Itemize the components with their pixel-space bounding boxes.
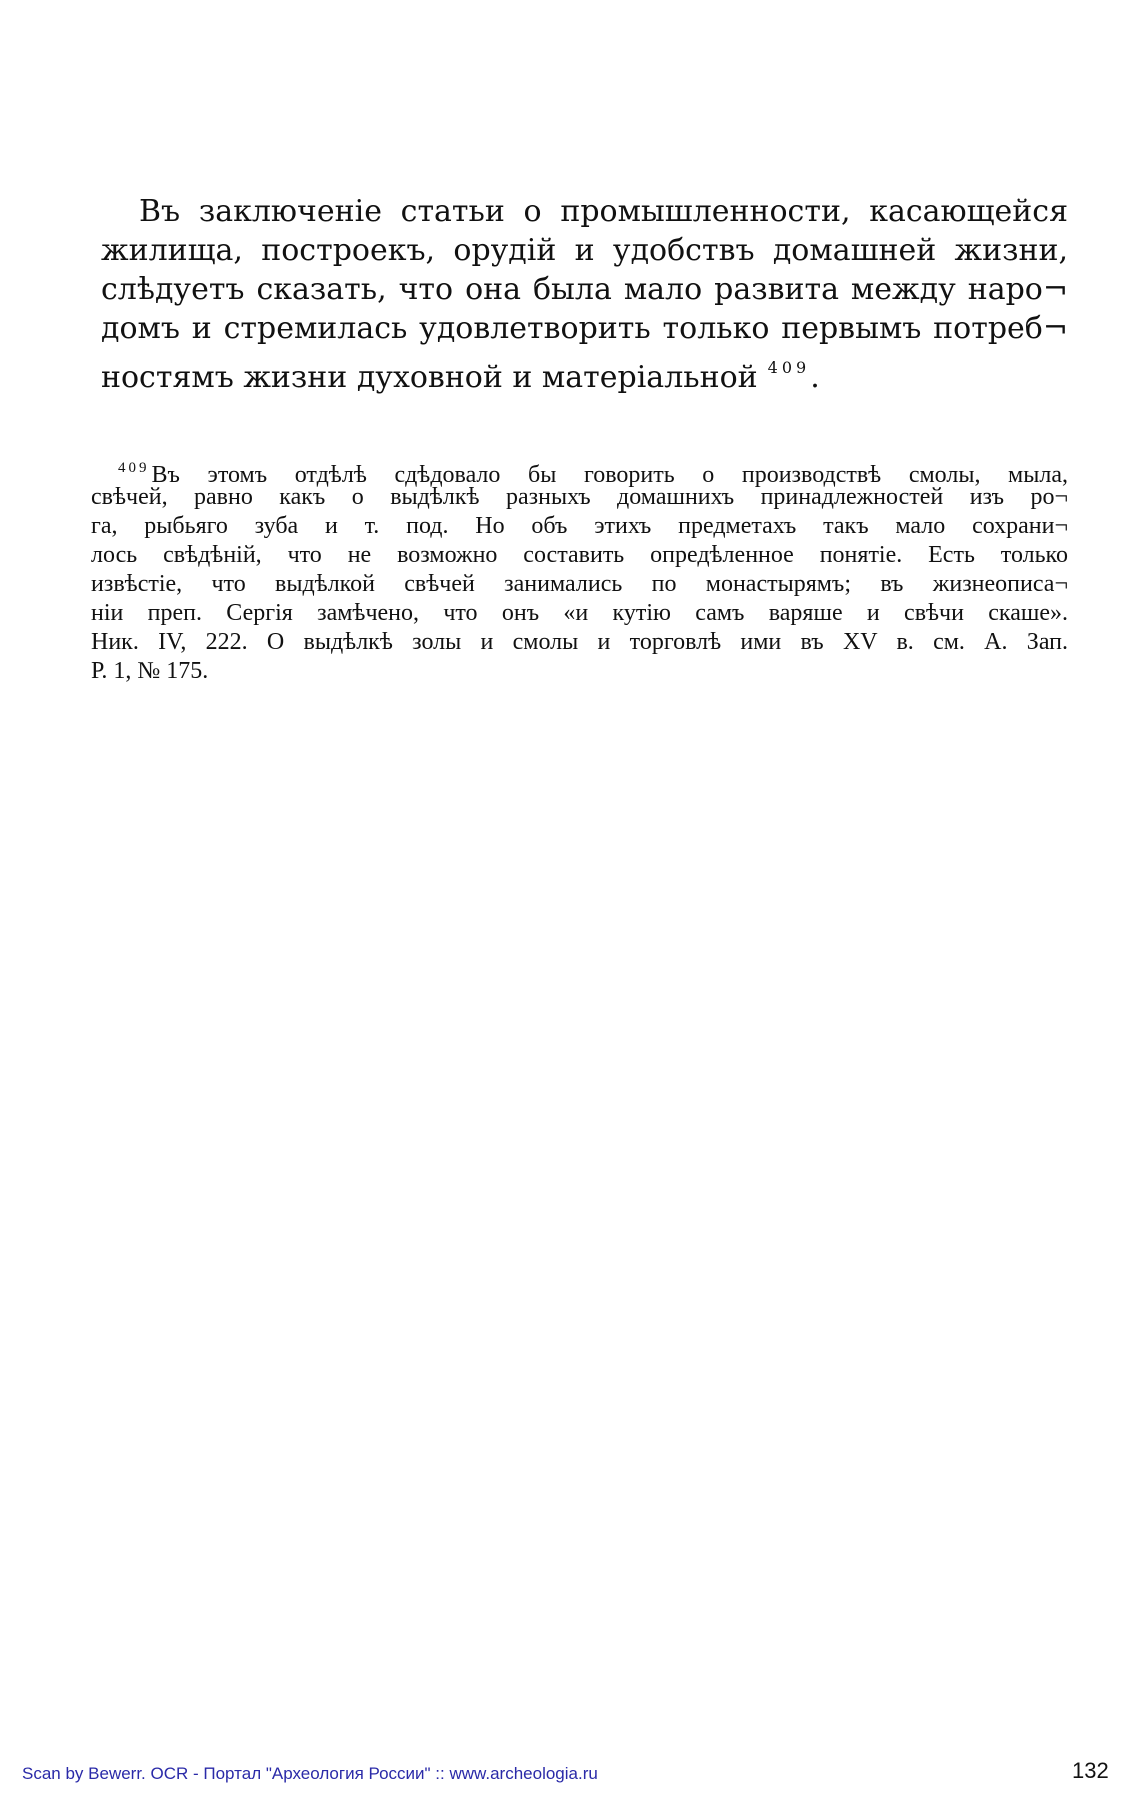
end-punctuation: . xyxy=(810,360,820,395)
footnote-line: свѣчей, равно какъ о выдѣлкѣ разныхъ домашнихъ принадлежностей изъ ро¬ xyxy=(91,484,1068,510)
main-paragraph-line: Въ заключеніе статьи о промышленности, касающейся xyxy=(139,194,1068,229)
footnote-line: Ник. IV, 222. О выдѣлкѣ золы и смолы и торговлѣ ими въ XV в. см. А. Зап. xyxy=(91,629,1068,655)
main-paragraph xyxy=(101,192,1068,395)
footnote-line-text: Въ этомъ отдѣлѣ сдѣдовало бы говорить о производствѣ смолы, мыла, xyxy=(151,462,1068,488)
footnote-line: извѣстіе, что выдѣлкой свѣчей занимались по монастырямъ; въ жизнеописа¬ xyxy=(91,571,1068,597)
footnote xyxy=(91,454,1068,686)
footnote-line: Р. 1, № 175. xyxy=(91,658,209,684)
main-paragraph-line: слѣдуетъ сказать, что она была мало развита между наро¬ xyxy=(101,272,1068,307)
main-paragraph-line-text: ностямъ жизни духовной и матеріальной xyxy=(101,360,758,395)
page-number: 132 xyxy=(1072,1758,1109,1783)
footnote-first-line xyxy=(91,454,1068,488)
footnote-line: лось свѣдѣній, что не возможно составить опредѣленное понятіе. Есть только xyxy=(91,542,1068,568)
main-paragraph-line: жилища, построекъ, орудій и удобствъ домашней жизни, xyxy=(101,233,1068,268)
footnote-line: ніи преп. Сергія замѣчено, что онъ «и кутію самъ варяше и свѣчи скаше». xyxy=(91,600,1068,626)
main-paragraph-last-line xyxy=(101,348,1068,395)
main-paragraph-line: домъ и стремилась удовлетворить только первымъ потреб¬ xyxy=(101,311,1068,346)
scan-credit-link[interactable]: Scan by Bewerr. OCR - Портал "Археология России" :: www.archeologia.ru xyxy=(22,1764,598,1783)
footnote-number: 409 xyxy=(118,460,150,476)
footnote-line: га, рыбьяго зуба и т. под. Но объ этихъ предметахъ такъ мало сохрани¬ xyxy=(91,513,1068,539)
footnote-reference[interactable]: 409 xyxy=(767,358,811,377)
